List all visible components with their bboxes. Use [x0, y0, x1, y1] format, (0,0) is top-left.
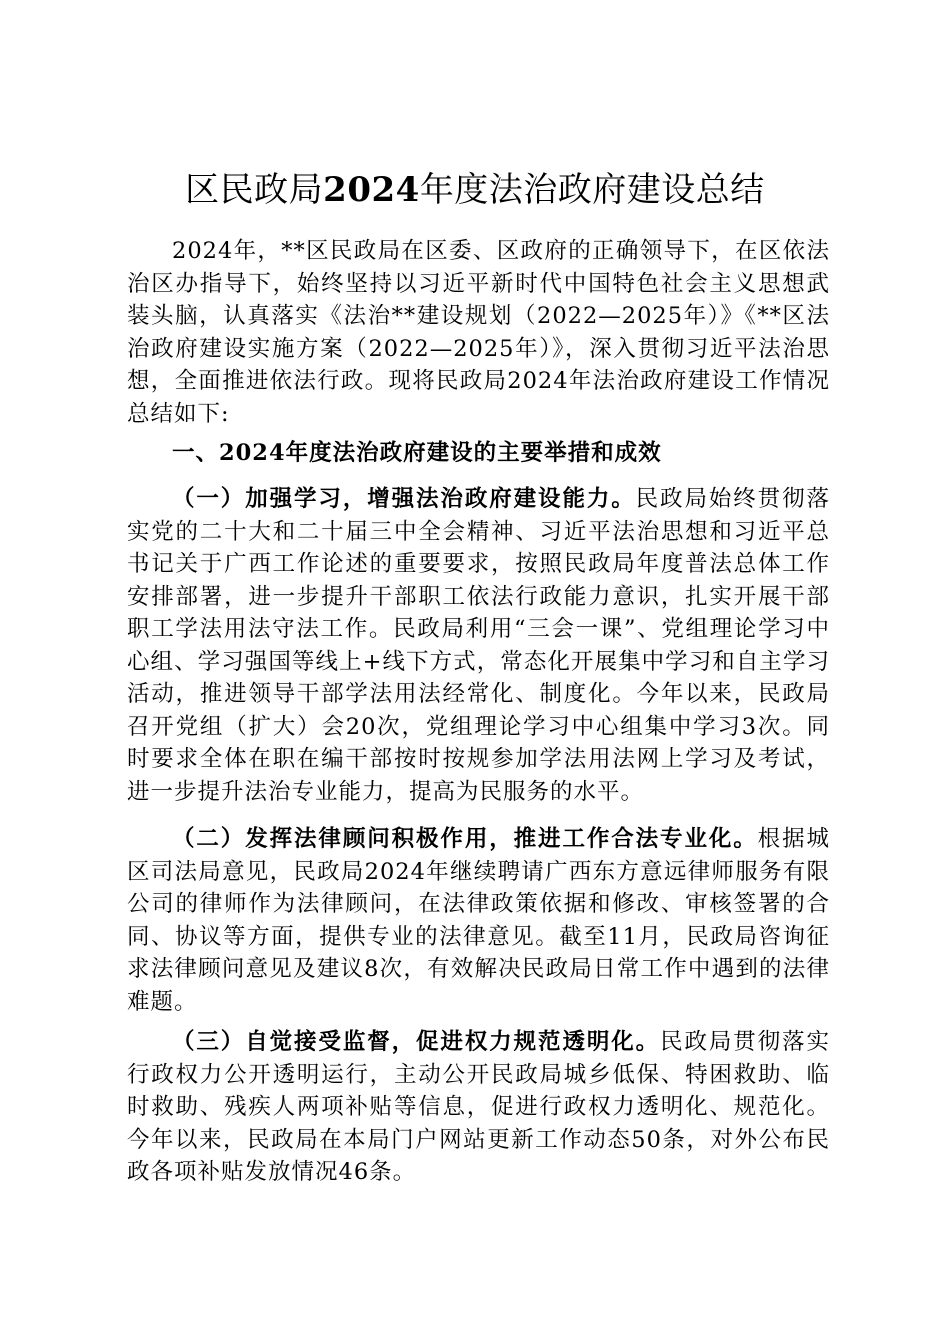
paragraph-2-body: 根据城区司法局意见，民政局2024年继续聘请广西东方意远律师服务有限公司的律师作为法律顾问，在法律政策依据和修改、审核签署的合同、协议等方面，提供专业的法律意见。截至11月，民政局咨询征求法律顾问意见及建议8次，有效解决民政局日常工作中遇到的法律难题。: [127, 826, 830, 1015]
title-year: 2024: [323, 170, 420, 210]
section-heading-1: 一、2024年度法治政府建设的主要举措和成效: [172, 440, 662, 466]
paragraph-3-body: 民政局贯彻落实行政权力公开透明运行，主动公开民政局城乡低保、特困救助、临时救助、残疾人两项补贴等信息，促进行政权力透明化、规范化。今年以来，民政局在本局门户网站更新工作动态50条，对外公布民政各项补贴发放情况46条。: [127, 1029, 830, 1185]
paragraph-1-lead: （一）加强学习，增强法治政府建设能力。: [172, 486, 636, 512]
paragraph-1: [127, 483, 830, 808]
paragraph-3: [127, 1026, 830, 1189]
title-prefix: 区民政局: [185, 170, 324, 210]
paragraph-1-body: 民政局始终贯彻落实党的二十大和二十届三中全会精神、习近平法治思想和习近平总书记关于广西工作论述的重要要求，按照民政局年度普法总体工作安排部署，进一步提升干部职工依法行政能力意识，扎实开展干部职工学法用法守法工作。民政局利用“三会一课”、党组理论学习中心组、学习强国等线上+线下方式，常态化开展集中学习和自主学习活动，推进领导干部学法用法经常化、制度化。今年以来，民政局召开党组（扩大）会20次，党组理论学习中心组集中学习3次。同时要求全体在职在编干部按时按规参加学法用法网上学习及考试，进一步提升法治专业能力，提高为民服务的水平。: [127, 486, 830, 805]
document-title: [0, 166, 950, 214]
title-suffix: 年度法治政府建设总结: [419, 170, 765, 210]
paragraph-3-lead: （三）自觉接受监督，促进权力规范透明化。: [172, 1029, 661, 1055]
paragraph-2: [127, 823, 830, 1018]
intro-paragraph: 2024年，**区民政局在区委、区政府的正确领导下，在区依法治区办指导下，始终坚持以习近平新时代中国特色社会主义思想武装头脑，认真落实《法治**建设规划（2022—2025年）》《**区法治政府建设实施方案（2022—2025年）》，深入贯彻习近平法治思想，全面推进依法行政。现将民政局2024年法治政府建设工作情况总结如下:: [127, 238, 830, 427]
paragraph-2-lead: （二）发挥法律顾问积极作用，推进工作合法专业化。: [172, 826, 758, 852]
